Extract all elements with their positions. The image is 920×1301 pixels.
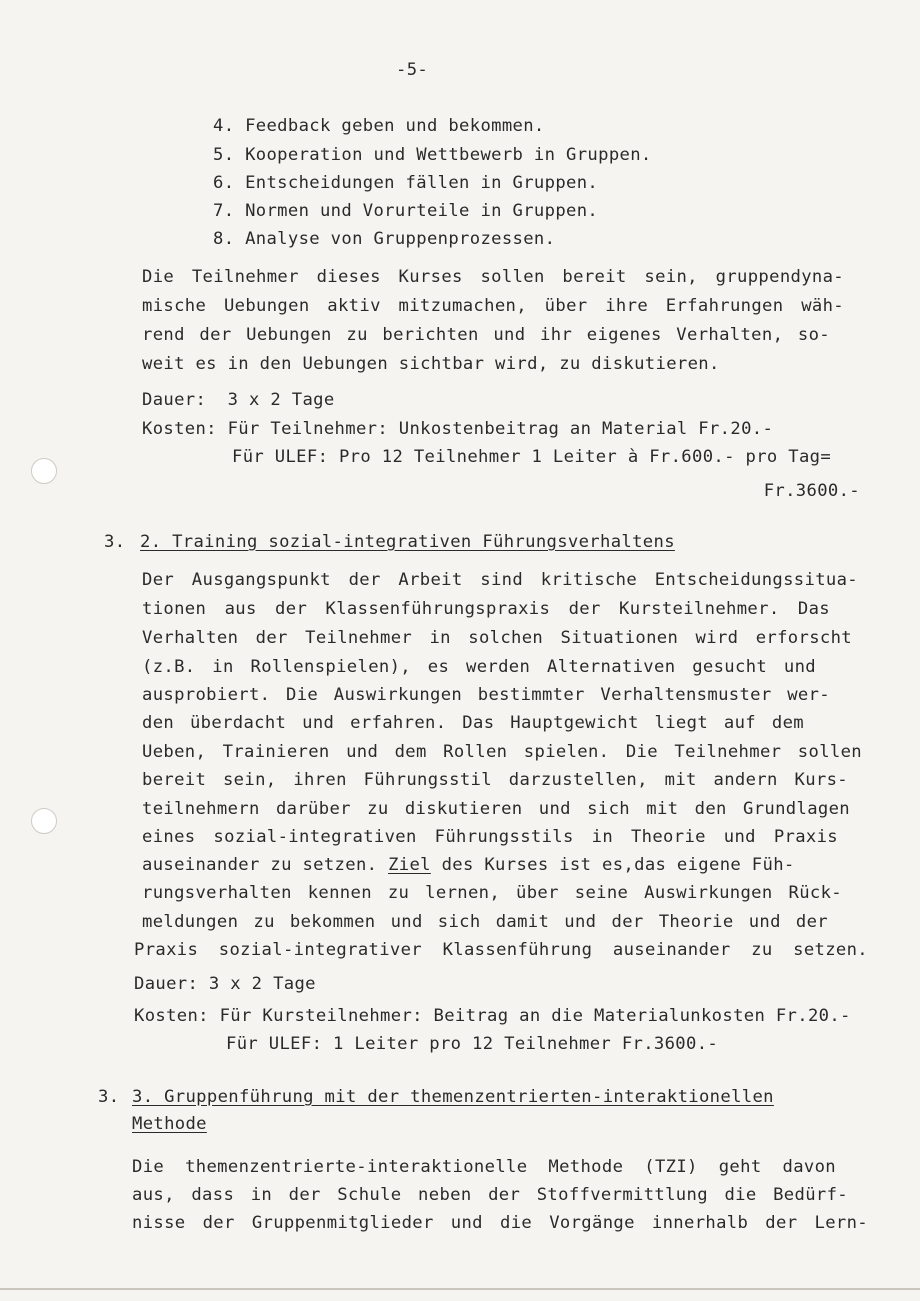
paragraph-line: rend der Uebungen zu berichten und ihr eigenes Verhalten, so-	[142, 325, 830, 345]
list-item: 4. Feedback geben und bekommen.	[213, 116, 545, 136]
paragraph-line: ausprobiert. Die Auswirkungen bestimmter Verhaltensmuster wer-	[142, 685, 830, 705]
costs-line: Kosten: Für Kursteilnehmer: Beitrag an die Materialunkosten Fr.20.-	[134, 1006, 851, 1026]
section-number: 3.	[98, 1087, 120, 1107]
paragraph-line: Die Teilnehmer dieses Kurses sollen bereit sein, gruppendyna-	[142, 267, 844, 287]
punch-hole-top	[31, 458, 57, 484]
paragraph-line: Ueben, Trainieren und dem Rollen spielen. Die Teilnehmer sollen	[142, 742, 862, 762]
paragraph-line: eines sozial-integrativen Führungsstils in Theorie und Praxis	[142, 827, 838, 847]
paragraph-line	[142, 855, 795, 875]
section-heading: 3. Gruppenführung mit der themenzentrierten-interaktionellen	[132, 1087, 774, 1107]
costs-line: Für ULEF: 1 Leiter pro 12 Teilnehmer Fr.3600.-	[226, 1034, 719, 1054]
goal-line-start: auseinander zu setzen.	[142, 855, 378, 875]
paragraph-line: (z.B. in Rollenspielen), es werden Alternativen gesucht und	[142, 657, 816, 677]
goal-line-end: des Kurses ist es,das eigene Füh-	[441, 855, 795, 875]
page-number: -5-	[396, 60, 429, 80]
costs-total: Fr.3600.-	[763, 481, 860, 501]
duration-line: Dauer: 3 x 2 Tage	[142, 390, 335, 410]
paragraph-line: nisse der Gruppenmitglieder und die Vorgänge innerhalb der Lern-	[132, 1213, 868, 1233]
paragraph-line: mische Uebungen aktiv mitzumachen, über ihre Erfahrungen wäh-	[142, 296, 844, 316]
section-number: 3.	[104, 532, 126, 552]
paragraph-line: weit es in den Uebungen sichtbar wird, zu diskutieren.	[142, 354, 720, 374]
duration-line: Dauer: 3 x 2 Tage	[134, 974, 316, 994]
paragraph-line: Der Ausgangspunkt der Arbeit sind kritische Entscheidungssitua-	[142, 570, 858, 590]
paragraph-line: teilnehmern darüber zu diskutieren und sich mit den Grundlagen	[142, 799, 850, 819]
paragraph-line: Die themenzentrierte-interaktionelle Methode (TZI) geht davon	[132, 1157, 836, 1177]
paragraph-line: rungsverhalten kennen zu lernen, über seine Auswirkungen Rück-	[142, 883, 842, 903]
section-heading: 2. Training sozial-integrativen Führungsverhaltens	[140, 532, 675, 552]
paragraph-line: aus, dass in der Schule neben der Stoffvermittlung die Bedürf-	[132, 1185, 848, 1205]
paragraph-line: Praxis sozial-integrativer Klassenführung auseinander zu setzen.	[134, 940, 868, 960]
list-item: 6. Entscheidungen fällen in Gruppen.	[213, 173, 599, 193]
list-item: 8. Analyse von Gruppenprozessen.	[213, 229, 556, 249]
paragraph-line: tionen aus der Klassenführungspraxis der Kursteilnehmer. Das	[142, 599, 830, 619]
section-heading-continued: Methode	[132, 1114, 207, 1134]
page-bottom-edge	[0, 1288, 920, 1290]
paragraph-line: den überdacht und erfahren. Das Hauptgewicht liegt auf dem	[142, 713, 804, 733]
list-item: 5. Kooperation und Wettbewerb in Gruppen.	[213, 145, 652, 165]
paragraph-line: meldungen zu bekommen und sich damit und der Theorie und der	[142, 912, 828, 932]
costs-line: Kosten: Für Teilnehmer: Unkostenbeitrag an Material Fr.20.-	[142, 419, 774, 439]
costs-line: Für ULEF: Pro 12 Teilnehmer 1 Leiter à Fr.600.- pro Tag=	[232, 447, 832, 467]
list-item: 7. Normen und Vorurteile in Gruppen.	[213, 201, 599, 221]
paragraph-line: bereit sein, ihren Führungsstil darzustellen, mit andern Kurs-	[142, 770, 848, 790]
goal-keyword: Ziel	[388, 855, 431, 875]
paragraph-line: Verhalten der Teilnehmer in solchen Situationen wird erforscht	[142, 628, 852, 648]
punch-hole-bottom	[31, 808, 57, 834]
